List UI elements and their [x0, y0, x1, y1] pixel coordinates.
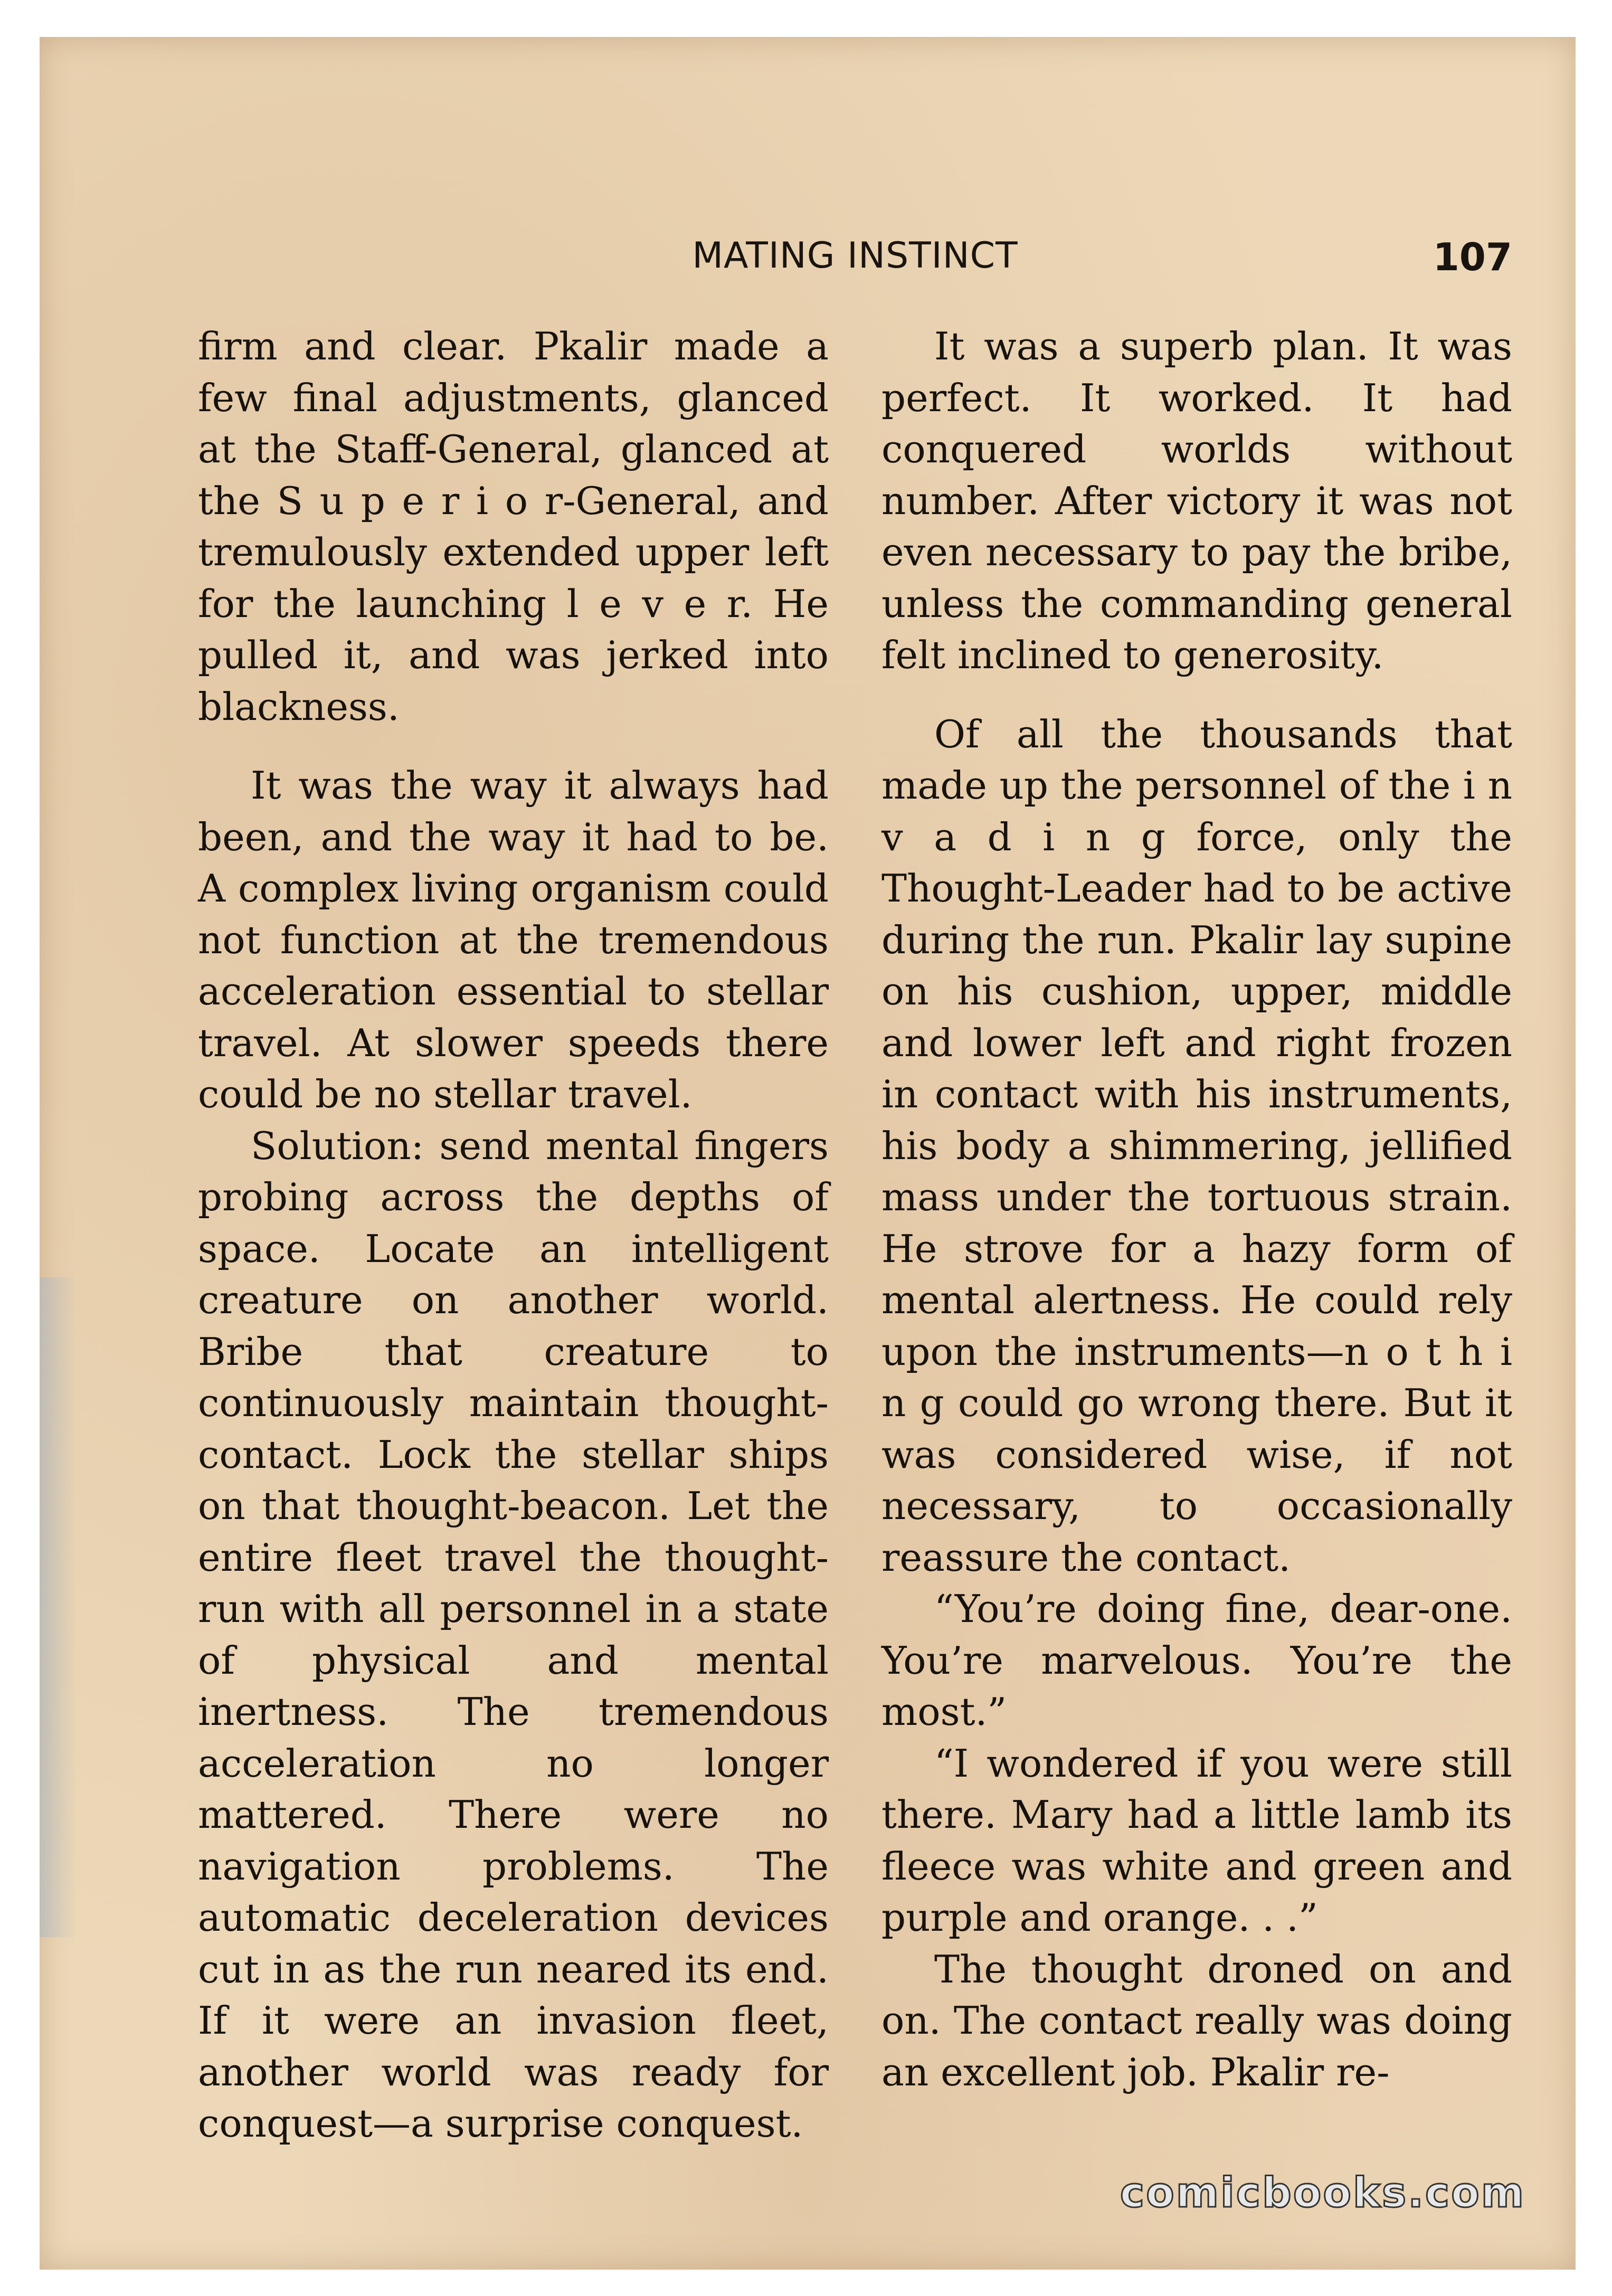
running-title: MATING INSTINCT: [692, 235, 1018, 277]
paragraph: It was the way it always had been, and the way it had to be. A complex living organism could not function at the tremendous acceleration essential to stellar travel. At slower speeds there could be no stellar travel.: [198, 763, 829, 1116]
paragraph: firm and clear. Pkalir made a few final adjustments, glanced at the Staff-General, glanced at the S u p e r i o r-General, and tremulously extended upper left for the launching l e v e r. He pulled it, and was jerked into blackness.: [198, 324, 829, 729]
paper-stain: [40, 1277, 77, 1937]
paragraph: “I wondered if you were still there. Mary had a little lamb its fleece was white and green and purple and orange. . .”: [881, 1741, 1512, 1940]
right-column: [881, 321, 1512, 2098]
book-page: [40, 37, 1576, 2270]
page-header: [198, 206, 1512, 285]
left-column: [198, 321, 829, 2150]
page-number: 107: [1433, 235, 1512, 279]
paragraph: It was a superb plan. It was perfect. It worked. It had conquered worlds without number. After victory it was not even necessary to pay the bribe, unless the commanding general felt inclined to generosity.: [881, 324, 1512, 677]
watermark: comicbooks.com: [1120, 2169, 1525, 2217]
paragraph: Of all the thousands that made up the personnel of the i n v a d i n g force, only the Thought-Leader had to be active during the run. Pkalir lay supine on his cushion, upper, middle and lower left and right frozen in contact with his instruments, his body a shimmering, jellified mass under the tortuous strain. He strove for a hazy form of mental alertness. He could rely upon the instruments—n o t h i n g could go wrong there. But it was considered wise, if not necessary, to occasionally reassure the contact.: [881, 711, 1512, 1580]
paragraph: The thought droned on and on. The contact really was doing an excellent job. Pkalir re-: [881, 1947, 1512, 2094]
paragraph: “You’re doing fine, dear-one. You’re marvelous. You’re the most.”: [881, 1587, 1512, 1734]
paragraph: Solution: send mental fingers probing across the depths of space. Locate an intelligent creature on another world. Bribe that creature to continuously maintain thought-contact. Lock the stellar ships on that thought-beacon. Let the entire fleet travel the thought-run with all personnel in a state of physical and mental inertness. The tremendous acceleration no longer mattered. There were no navigation problems. The automatic deceleration devices cut in as the run neared its end. If it were an invasion fleet, another world was ready for conquest—a surprise conquest.: [198, 1123, 829, 2146]
